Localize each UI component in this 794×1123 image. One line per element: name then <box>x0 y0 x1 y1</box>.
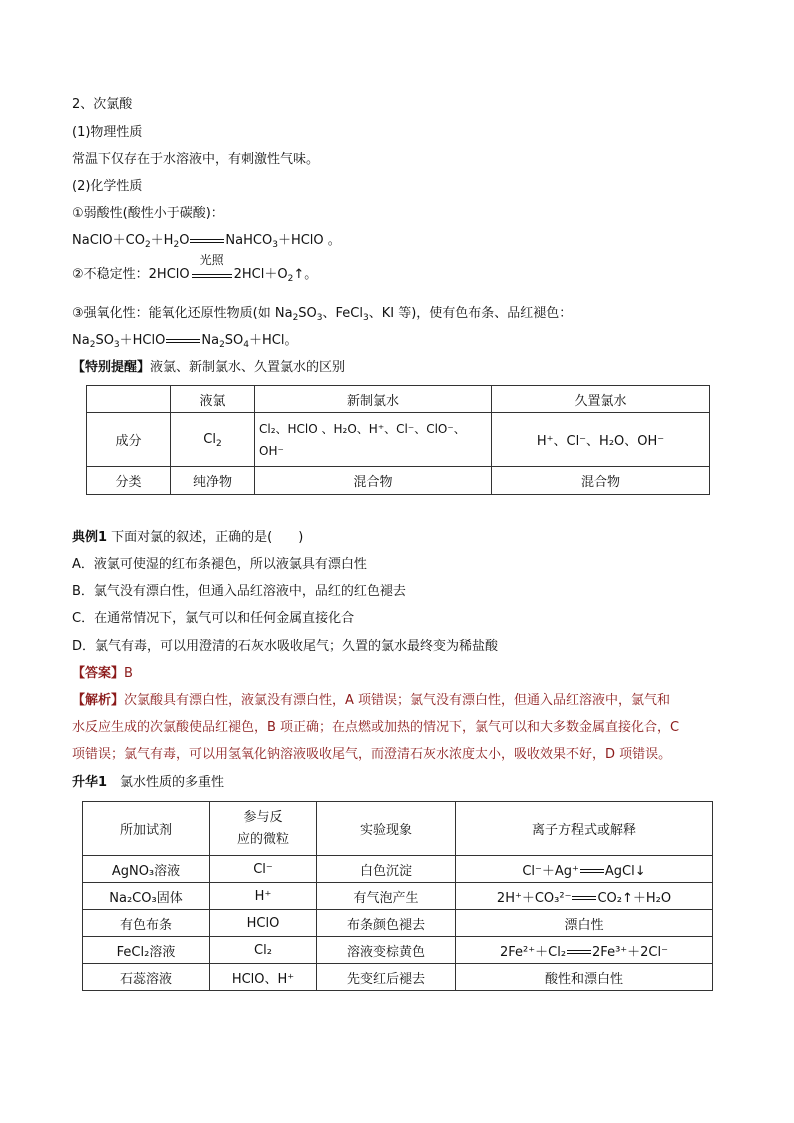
weak-acid-label: ①弱酸性(酸性小于碳酸)： <box>72 206 224 221</box>
chlorine-water-properties-table <box>82 801 713 991</box>
condition-light: 光照 <box>199 253 224 267</box>
explanation-line-1: 【解析】次氯酸具有漂白性，液氯没有漂白性，A 项错误；氯气没有漂白性，但通入品红溶液中，氯气和 <box>72 693 671 708</box>
equation-1: $NaClO+CO_2+H_2O$ NaHCO$_3$＋HClO 。 <box>72 233 341 250</box>
table-row: AgNO₃溶液 Cl⁻ 白色沉淀 Cl⁻＋Ag⁺ AgCl↓ <box>83 856 713 883</box>
special-tip: 【特别提醒】液氯、新制氯水、久置氯水的区别 <box>72 360 346 375</box>
section-title: 2、次氯酸 <box>72 97 133 112</box>
table-row: 有色布条 HClO 布条颜色褪去 漂白性 <box>83 910 713 937</box>
physical-properties-text: 常温下仅存在于水溶液中，有刺激性气味。 <box>72 152 320 167</box>
chlorine-water-comparison-table <box>86 385 710 495</box>
option-b: B．氯气没有漂白性，但通入品红溶液中，品红的红色褪去 <box>72 584 406 599</box>
table-row: 液氯 新制氯水 久置氯水 <box>87 386 710 413</box>
table-row: Na₂CO₃固体 H⁺ 有气泡产生 2H⁺＋CO₃²⁻ CO₂↑＋H₂O <box>83 883 713 910</box>
table-row: 成分 $Cl_2$ Cl₂、HClO 、H₂O、H⁺、Cl⁻、ClO⁻、OH⁻ H⁺、Cl⁻、H₂O、OH⁻ <box>87 413 710 467</box>
explanation-line-3: 项错误；氯气有毒，可以用氢氧化钠溶液吸收尾气，而澄清石灰水浓度太小，吸收效果不好，D 项错误。 <box>72 747 672 762</box>
chemical-properties-heading: (2)化学性质 <box>72 179 143 194</box>
upgrade-heading: 升华1 氯水性质的多重性 <box>72 775 225 790</box>
table-row: 所加试剂 参与反 应的微粒 实验现象 离子方程式或解释 <box>83 802 713 856</box>
option-c: C．在通常情况下，氯气可以和任何金属直接化合 <box>72 611 355 626</box>
table-row: 分类 纯净物 混合物 混合物 <box>87 467 710 495</box>
equation-2: ②不稳定性：2HClO 光照 $2HCl+O_2↑$。 <box>72 253 318 284</box>
option-d: D．氯气有毒，可以用澄清的石灰水吸收尾气；久置的氯水最终变为稀盐酸 <box>72 639 499 654</box>
example-question: 典例1 下面对氯的叙述，正确的是( ) <box>72 530 304 545</box>
answer: 【答案】B <box>72 666 133 681</box>
table-row: 石蕊溶液 HClO、H⁺ 先变红后褪去 酸性和漂白性 <box>83 964 713 991</box>
explanation-line-2: 水反应生成的次氯酸使品红褪色，B 项正确；在点燃或加热的情况下，氯气可以和大多数金属直接化合，C <box>72 720 680 735</box>
oxidizing-text: ③强氧化性：能氧化还原性物质(如 $Na_2SO_3$、FeCl$_3$、KI 等)，使有色布条、品红褪色： <box>72 306 573 323</box>
table-row: FeCl₂溶液 Cl₂ 溶液变棕黄色 2Fe²⁺＋Cl₂ 2Fe³⁺＋2Cl⁻ <box>83 937 713 964</box>
physical-properties-heading: (1)物理性质 <box>72 125 143 140</box>
option-a: A．液氯可使湿的红布条褪色，所以液氯具有漂白性 <box>72 557 367 572</box>
equation-3: $Na_2SO_3+HClO$ $Na_2SO_4+HCl$。 <box>72 333 298 350</box>
